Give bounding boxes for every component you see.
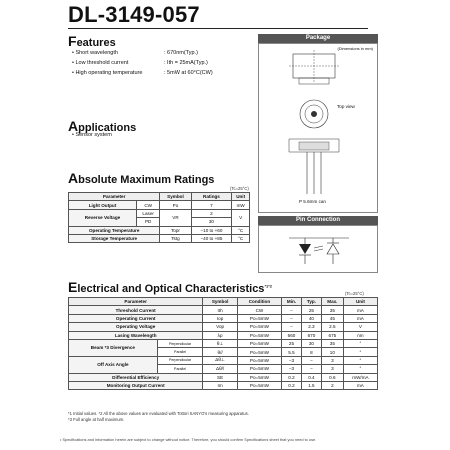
amr-heading: Absolute Maximum Ratings — [68, 170, 215, 186]
amr-temp-note: (Tc=25°C) — [230, 186, 249, 191]
package-panel — [258, 43, 378, 213]
package-pin-label: P 5.6mm can — [299, 199, 326, 204]
table-row: Operating Voltage Vop Po=5mW − 2.3 2.5 V — [69, 323, 378, 331]
package-drawing — [259, 44, 378, 213]
pin-connection-header: Pin Connection — [258, 216, 378, 225]
page-title: DL-3149-057 — [68, 2, 200, 27]
footer-disclaimer: • Specifications and information herein are subject to change without notice. Therefore, you should confirm Specifications sheet that you need to use. — [60, 437, 317, 442]
feature-item: • High operating temperature : 5mW at 60°C(CW) — [72, 70, 213, 76]
table-row: Storage Temperature Tstg −40 to +85 °C — [69, 234, 250, 242]
table-row: Off Axis Angle Perpendicular Δθ⊥ Po=5mW −3 − 3 ° — [69, 356, 378, 364]
table-row: Parallel Δθ// Po=5mW −3 − 3 ° — [69, 365, 378, 373]
feature-item: • Short wavelength : 670nm(Typ.) — [72, 50, 198, 56]
table-row: Light Output CW Po 7 mW — [69, 201, 250, 209]
table-row: Threshold Current Ith CW − 25 35 mA — [69, 306, 378, 314]
package-header: Package — [258, 34, 378, 43]
features-list — [72, 48, 213, 78]
table-row: Beam *3 Divergence Perpendicular θ⊥ Po=5mW 25 30 35 ° — [69, 339, 378, 347]
table-row: Lasing Wavelength λp Po=5mW 660 670 675 nm — [69, 331, 378, 339]
applications-heading: Applications — [68, 118, 137, 134]
table-row: Monitoring Output Current Im Po=5mW 0.2 1.5 2 mA — [69, 381, 378, 389]
top-view-label: Top view — [337, 104, 355, 109]
eoc-temp-note: (Tc=25°C) — [345, 291, 364, 296]
title-rule — [68, 28, 368, 29]
table-row: Reverse Voltage Laser VR 2 V — [69, 209, 250, 217]
eoc-heading: Electrical and Optical Characteristics$^{*1*2}$ — [68, 279, 272, 295]
table-header-row: Parameter Symbol Condition Min. Typ. Max. Unit — [69, 298, 378, 306]
pin-circuit-diagram — [259, 226, 378, 273]
amr-table — [68, 192, 250, 243]
table-row: Operating Current Iop Po=5mW − 40 45 mA — [69, 314, 378, 322]
package-unit-note: (Dimensions in mm) — [337, 46, 373, 51]
table-row: Operating Temperature Topr −10 to +60 °C — [69, 226, 250, 234]
pin-connection-panel — [258, 225, 378, 273]
features-heading: Features — [68, 33, 116, 49]
table-row: Differential Efficiency SE Po=5mW 0.2 0.4 0.6 mW/mA — [69, 373, 378, 381]
feature-item: • Low threshold current : Ith = 25mA(Typ.) — [72, 60, 208, 66]
eoc-note-1: *1 Initial values. *2 All the above values are evaluated with Tottori SANYO's measuring apparatus. — [68, 411, 249, 416]
table-row: Parallel θ// Po=5mW 5.5 8 10 ° — [69, 348, 378, 356]
eoc-table — [68, 297, 378, 390]
application-item: • Sensor system — [72, 132, 112, 138]
table-row: PD 30 — [69, 218, 250, 226]
table-header-row: Parameter Symbol Ratings Unit — [69, 193, 250, 201]
eoc-note-2: *3 Full angle at half maximum. — [68, 417, 125, 422]
